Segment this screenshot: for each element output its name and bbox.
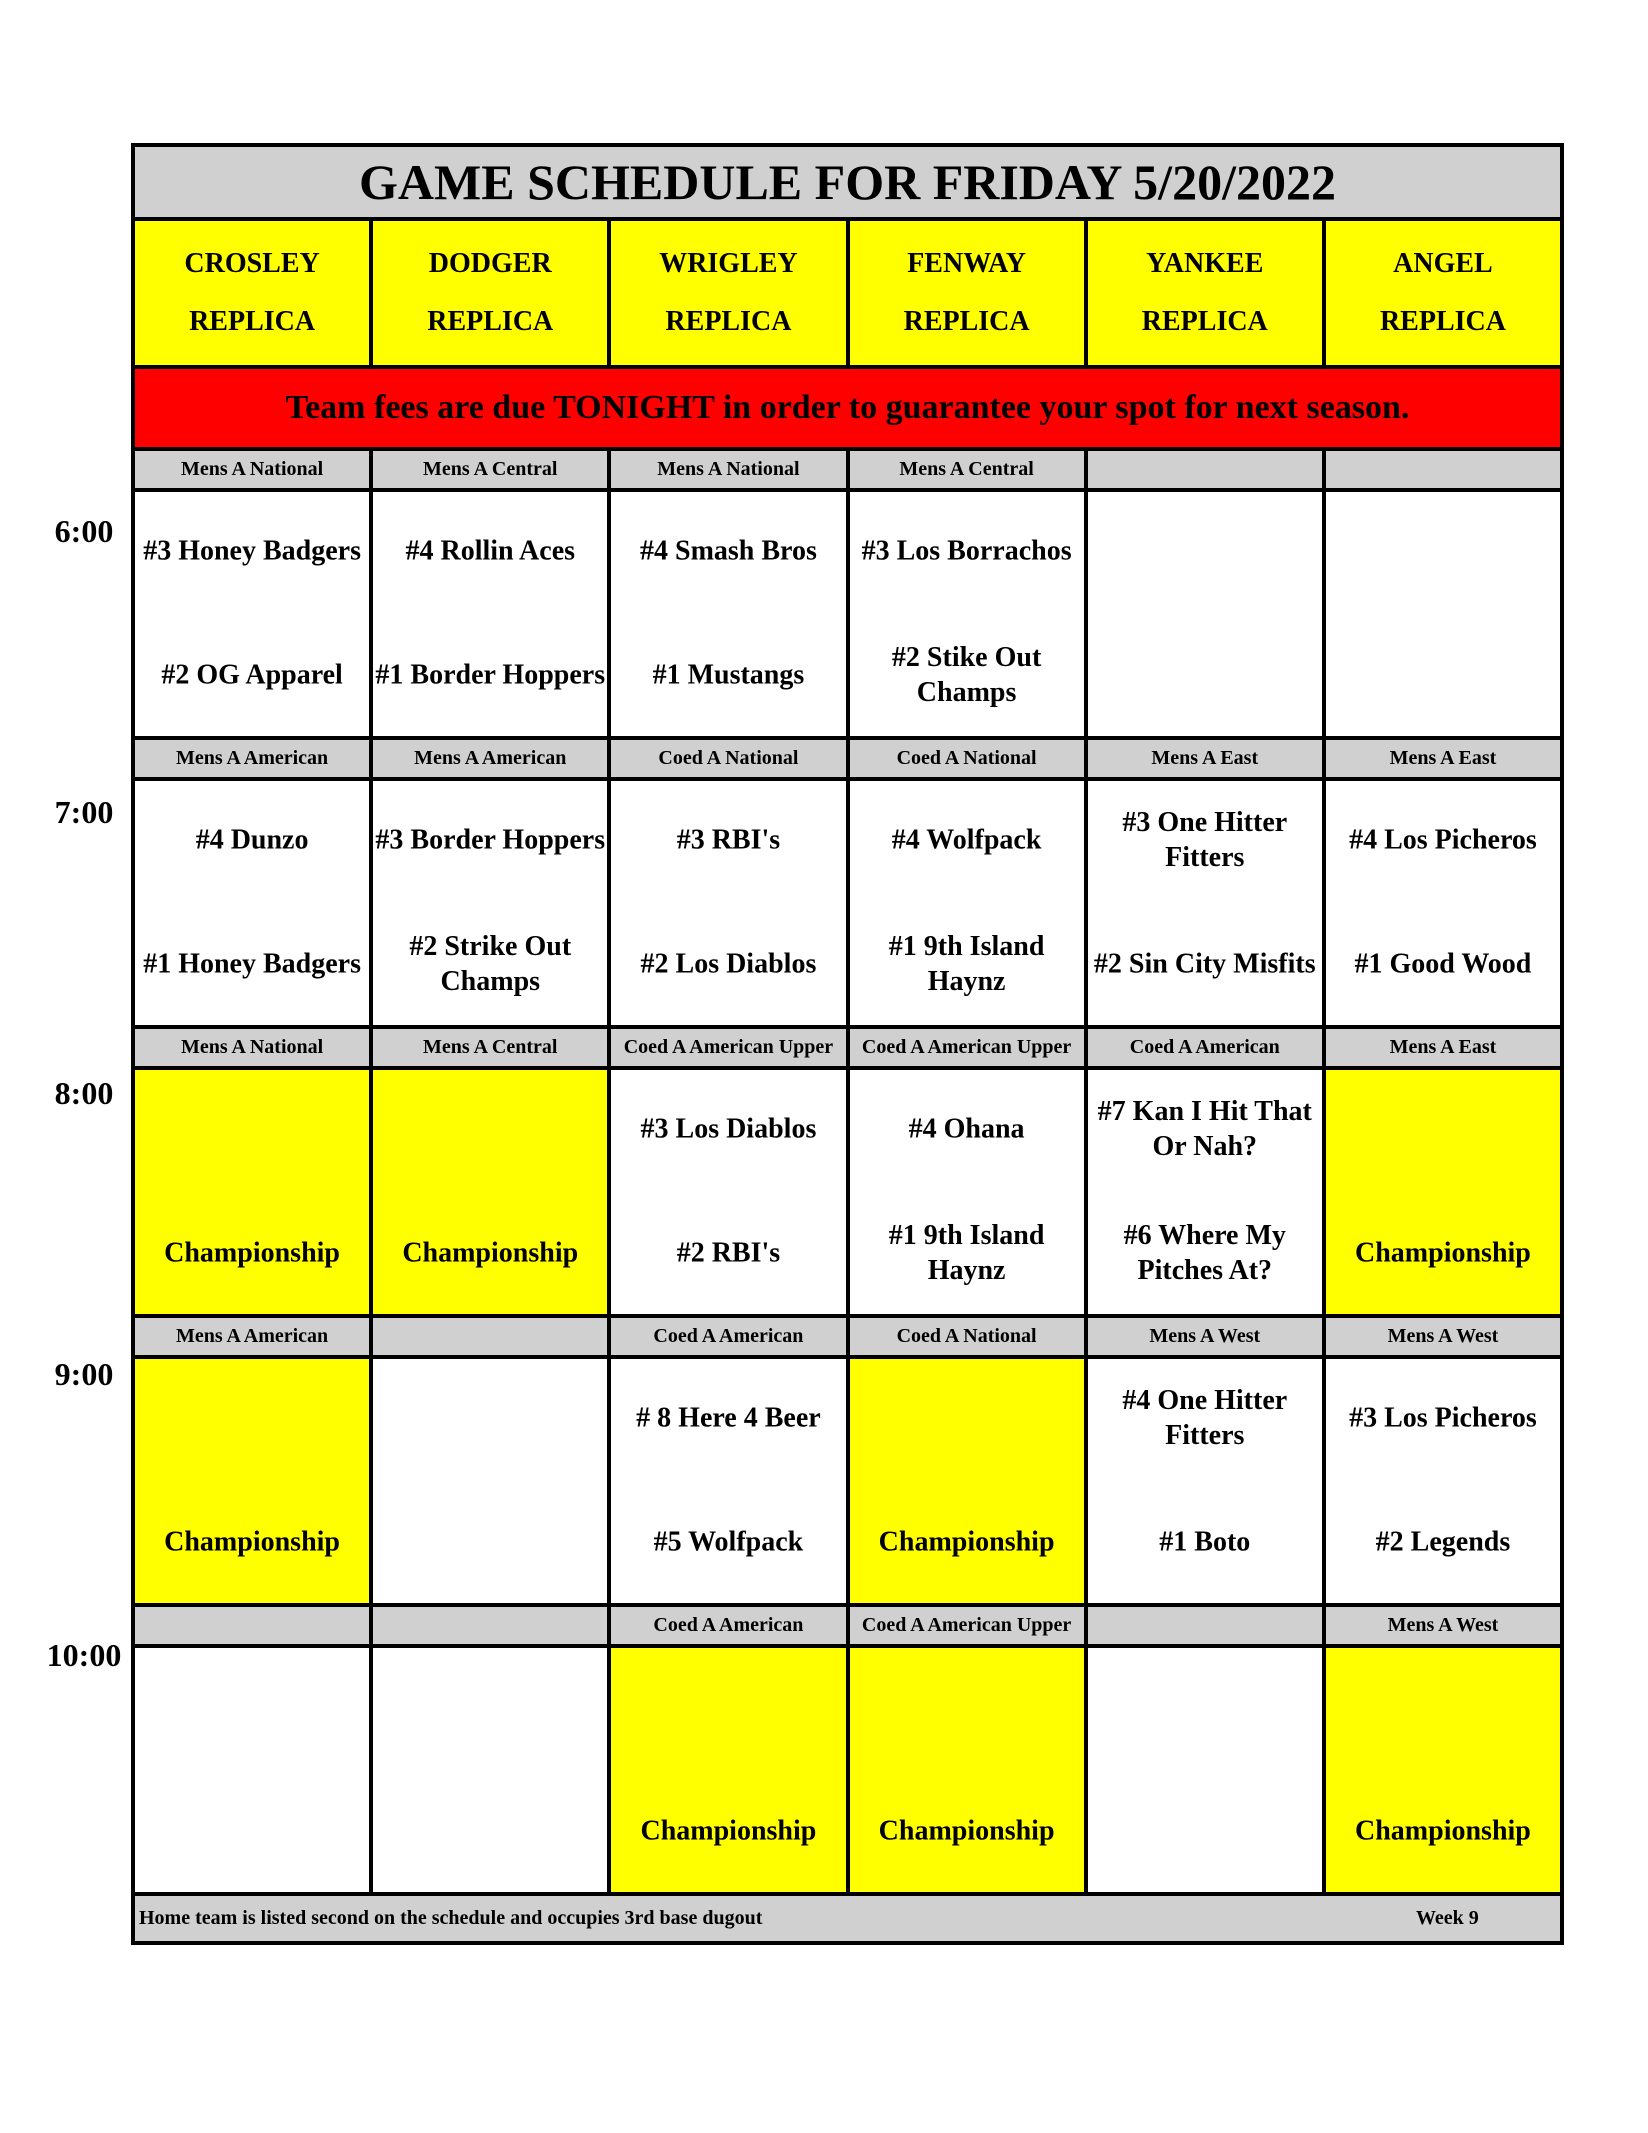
time-label: 6:00 xyxy=(54,513,114,549)
away-team: # 8 Here 4 Beer xyxy=(636,1402,821,1434)
week-label: Week 9 xyxy=(1416,1907,1479,1929)
game-cell xyxy=(1326,1648,1560,1892)
home-team: #2 OG Apparel xyxy=(161,659,343,691)
field-type: REPLICA xyxy=(665,306,792,337)
field-header-row xyxy=(135,221,1560,369)
home-team: #2 RBI's xyxy=(676,1237,781,1269)
game-cell xyxy=(611,1070,849,1314)
fees-notice-banner: Team fees are due TONIGHT in order to guarantee your spot for next season. xyxy=(135,369,1560,451)
game-cell xyxy=(850,1648,1088,1892)
home-team: #1 Mustangs xyxy=(652,659,805,691)
game-cell xyxy=(850,1359,1088,1603)
game-cell xyxy=(611,492,849,736)
division-row xyxy=(135,1029,1560,1070)
game-cell xyxy=(850,492,1088,736)
championship-label: Championship xyxy=(1355,1815,1531,1847)
home-team: #1 Good Wood xyxy=(1354,948,1532,980)
division-label: Mens A West xyxy=(1326,1607,1560,1644)
division-label xyxy=(373,1607,611,1644)
home-team: #2 Stike Out Champs xyxy=(891,642,1042,708)
away-team: #3 Border Hoppers xyxy=(375,824,606,856)
home-team: #2 Los Diablos xyxy=(640,948,817,980)
division-label: Coed A American Upper xyxy=(611,1029,849,1066)
division-row xyxy=(135,740,1560,781)
game-cell xyxy=(1088,492,1326,736)
field-header xyxy=(850,221,1088,365)
home-team: #6 Where My Pitches At? xyxy=(1123,1220,1286,1286)
away-team: #3 Los Borrachos xyxy=(861,535,1072,567)
field-type: REPLICA xyxy=(189,306,316,337)
field-name: FENWAY xyxy=(907,248,1026,279)
division-label: Mens A East xyxy=(1326,1029,1560,1066)
home-team: #1 9th Island Haynz xyxy=(888,1220,1045,1286)
championship-label: Championship xyxy=(878,1815,1055,1847)
game-cell xyxy=(373,781,611,1025)
game-cell xyxy=(1326,1359,1560,1603)
away-team: #3 Honey Badgers xyxy=(143,535,361,567)
championship-label: Championship xyxy=(402,1237,579,1269)
field-header xyxy=(1088,221,1326,365)
division-label: Mens A National xyxy=(135,451,373,488)
home-team: #1 Boto xyxy=(1159,1526,1251,1558)
away-team: #4 Wolfpack xyxy=(891,824,1042,856)
division-label xyxy=(373,1318,611,1355)
field-type: REPLICA xyxy=(1141,306,1268,337)
championship-label: Championship xyxy=(1355,1237,1531,1269)
division-label: Mens A American xyxy=(135,740,373,777)
home-team: #2 Strike Out Champs xyxy=(409,931,572,997)
field-name: YANKEE xyxy=(1146,248,1264,279)
game-cell xyxy=(611,1359,849,1603)
home-team-note: Home team is listed second on the schedule and occupies 3rd base dugout xyxy=(139,1907,763,1929)
field-name: CROSLEY xyxy=(184,248,320,279)
game-cell xyxy=(850,1070,1088,1314)
game-cell xyxy=(373,1359,611,1603)
home-team: #1 9th Island Haynz xyxy=(888,931,1045,997)
game-cell xyxy=(373,1648,611,1892)
away-team: #4 Ohana xyxy=(908,1113,1025,1145)
division-label: Mens A National xyxy=(611,451,849,488)
away-team: #4 Los Picheros xyxy=(1349,824,1537,856)
championship-label: Championship xyxy=(878,1526,1055,1558)
field-name: WRIGLEY xyxy=(659,248,798,279)
game-cell xyxy=(135,1070,373,1314)
championship-label: Championship xyxy=(164,1526,341,1558)
game-cell xyxy=(611,1648,849,1892)
game-cell xyxy=(1088,1070,1326,1314)
field-name: ANGEL xyxy=(1393,248,1493,279)
division-label: Coed A National xyxy=(850,740,1088,777)
division-label: Mens A Central xyxy=(373,1029,611,1066)
game-cell xyxy=(373,492,611,736)
game-cell xyxy=(611,781,849,1025)
game-cell xyxy=(1326,781,1560,1025)
division-label: Coed A American Upper xyxy=(850,1607,1088,1644)
schedule-footer xyxy=(135,1896,1560,1941)
game-row xyxy=(135,781,1560,1029)
game-cell xyxy=(850,781,1088,1025)
division-label: Mens A East xyxy=(1326,740,1560,777)
field-type: REPLICA xyxy=(427,306,554,337)
home-team: #5 Wolfpack xyxy=(653,1526,804,1558)
division-label: Coed A National xyxy=(611,740,849,777)
away-team: #7 Kan I Hit That Or Nah? xyxy=(1097,1095,1312,1162)
division-label: Coed A American xyxy=(611,1607,849,1644)
division-label: Mens A West xyxy=(1326,1318,1560,1355)
division-label: Coed A National xyxy=(850,1318,1088,1355)
away-team: #4 One Hitter Fitters xyxy=(1122,1384,1288,1451)
game-cell xyxy=(1088,1648,1326,1892)
championship-label: Championship xyxy=(640,1815,817,1847)
division-label xyxy=(1088,1607,1326,1644)
game-cell xyxy=(1326,492,1560,736)
away-team: #3 RBI's xyxy=(676,824,781,856)
division-label: Mens A American xyxy=(135,1318,373,1355)
field-type: REPLICA xyxy=(903,306,1030,337)
division-row xyxy=(135,1607,1560,1648)
division-label xyxy=(1326,451,1560,488)
field-header xyxy=(1326,221,1560,365)
field-header xyxy=(611,221,849,365)
home-team: #1 Border Hoppers xyxy=(375,659,606,691)
home-team: #1 Honey Badgers xyxy=(143,948,361,980)
time-label: 10:00 xyxy=(46,1637,122,1673)
game-cell xyxy=(373,1070,611,1314)
game-row xyxy=(135,1359,1560,1607)
division-label: Mens A National xyxy=(135,1029,373,1066)
schedule-table xyxy=(131,143,1564,1945)
field-header xyxy=(373,221,611,365)
game-cell xyxy=(135,1648,373,1892)
game-row xyxy=(135,1070,1560,1318)
game-cell xyxy=(135,1359,373,1603)
division-label: Mens A West xyxy=(1088,1318,1326,1355)
division-label: Coed A American xyxy=(1088,1029,1326,1066)
field-name: DODGER xyxy=(428,248,552,279)
home-team: #2 Sin City Misfits xyxy=(1093,948,1316,980)
division-label xyxy=(135,1607,373,1644)
away-team: #4 Dunzo xyxy=(195,824,309,856)
division-label: Coed A American Upper xyxy=(850,1029,1088,1066)
away-team: #3 Los Diablos xyxy=(640,1113,817,1145)
away-team: #3 One Hitter Fitters xyxy=(1122,806,1288,873)
away-team: #3 Los Picheros xyxy=(1349,1402,1537,1434)
game-row xyxy=(135,492,1560,740)
division-label: Coed A American xyxy=(611,1318,849,1355)
field-type: REPLICA xyxy=(1379,306,1506,337)
away-team: #4 Smash Bros xyxy=(640,535,817,567)
schedule-title: GAME SCHEDULE FOR FRIDAY 5/20/2022 xyxy=(135,147,1560,221)
division-label: Mens A East xyxy=(1088,740,1326,777)
game-cell xyxy=(1088,781,1326,1025)
away-team: #4 Rollin Aces xyxy=(405,535,576,567)
championship-label: Championship xyxy=(164,1237,341,1269)
field-header xyxy=(135,221,373,365)
game-cell xyxy=(1326,1070,1560,1314)
division-label: Mens A Central xyxy=(373,451,611,488)
division-label xyxy=(1088,451,1326,488)
division-label: Mens A American xyxy=(373,740,611,777)
time-label: 7:00 xyxy=(54,794,114,830)
game-cell xyxy=(1088,1359,1326,1603)
game-cell xyxy=(135,492,373,736)
division-label: Mens A Central xyxy=(850,451,1088,488)
division-row xyxy=(135,1318,1560,1359)
home-team: #2 Legends xyxy=(1375,1526,1511,1558)
time-label: 9:00 xyxy=(54,1356,114,1392)
time-slots xyxy=(135,451,1560,1896)
division-row xyxy=(135,451,1560,492)
game-row xyxy=(135,1648,1560,1896)
game-cell xyxy=(135,781,373,1025)
time-label: 8:00 xyxy=(54,1075,114,1111)
